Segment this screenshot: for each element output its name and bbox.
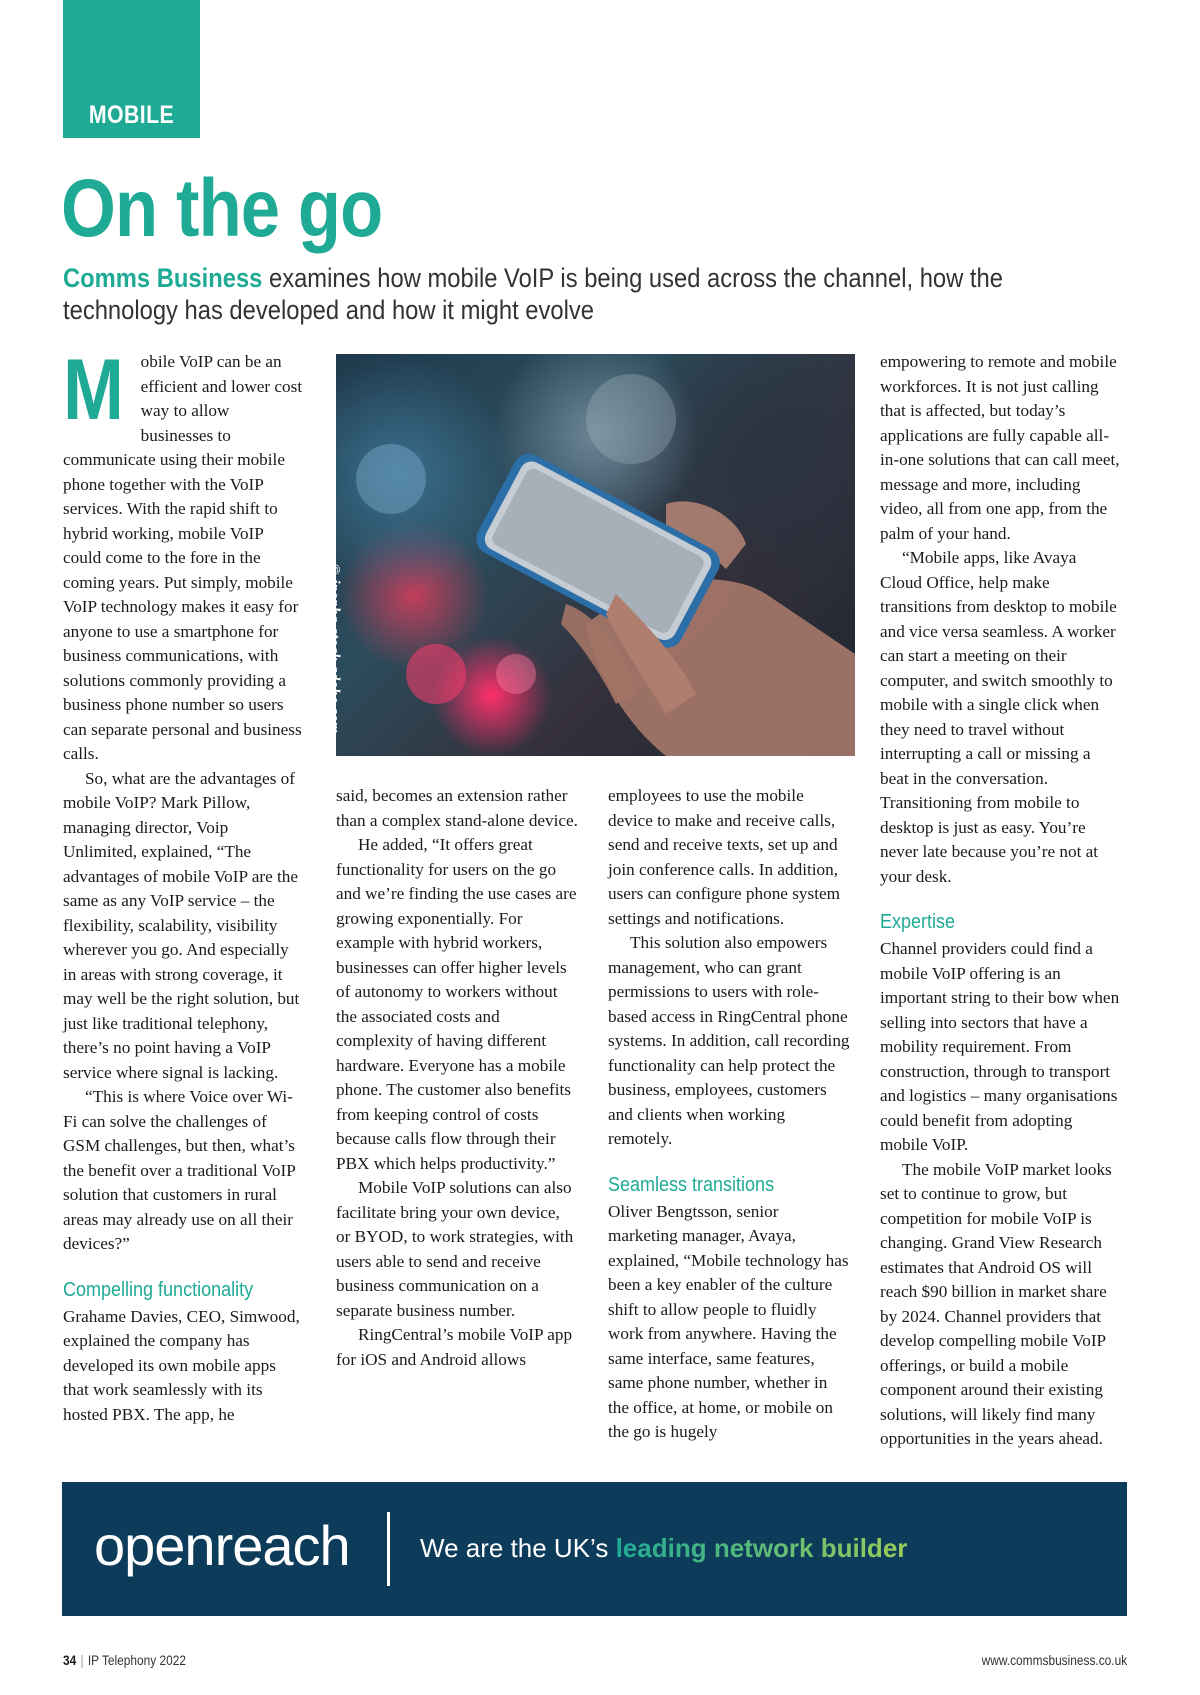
page-number: 34 <box>63 1652 77 1668</box>
section-tab <box>63 0 200 138</box>
paragraph <box>63 342 305 767</box>
section-label: MOBILE <box>88 101 175 129</box>
paragraph: Oliver Bengtsson, senior marketing manager, Avaya, explained, “Mobile technology has been a key enabler of the culture shift to allow people to fluidly work from anywhere. Having the same interface, same features, same phone number, whether in the office, at home, or mobile on the go is hugely <box>608 1201 849 1441</box>
standfirst-brand: Comms Business <box>63 263 263 293</box>
standfirst-text: examines how mobile VoIP is being used across the channel, how the technology has developed and how it might evolve <box>63 263 1003 325</box>
article-photo <box>326 354 855 756</box>
drop-cap: M <box>63 342 124 438</box>
publication-name: IP Telephony 2022 <box>87 1652 186 1668</box>
article-column-3 <box>608 784 850 1445</box>
article-column-4 <box>880 350 1122 1452</box>
hand-holding-phone-illustration <box>336 354 855 756</box>
footer-page-info <box>63 1652 186 1668</box>
paragraph: “This is where Voice over Wi-Fi can solve the challenges of GSM challenges, but then, what’s the benefit over a traditional VoIP solution that customers in rural areas may already use on all their devices?” <box>63 1087 296 1253</box>
paragraph: The mobile VoIP market looks set to continue to grow, but competition for mobile VoIP is changing. Grand View Research estimates that Android OS will reach $90 billion in market share by 2024. Channel providers that develop compelling mobile VoIP offerings, or build a mobile component around their existing solutions, will likely find many opportunities in the years ahead. <box>880 1159 1112 1448</box>
paragraph: said, becomes an extension rather than a complex stand-alone device. <box>336 786 578 830</box>
paragraph: He added, “It offers great functionality for users on the go and we’re finding the use cases are growing exponentially. For example with hybrid workers, businesses can offer higher levels of autonomy to workers without the associated costs and complexity of having different hardware. Everyone has a mobile phone. The customer also benefits from keeping control of costs because calls flow through their PBX which helps productivity.” <box>336 835 577 1173</box>
advert-logo: openreach <box>94 1514 350 1577</box>
paragraph: So, what are the advantages of mobile VoIP? Mark Pillow, managing director, Voip Unlimited, explained, “The advantages of mobile VoIP are the same as any VoIP service – the flexibility, scalability, visibility wherever you go. And especially in areas with strong coverage, it may well be the right solution, but just like traditional telephony, there’s no point having a VoIP service where signal is lacking. <box>63 768 300 1082</box>
advert-tagline-highlight: leading network builder <box>615 1533 908 1563</box>
paragraph: “Mobile apps, like Avaya Cloud Office, help make transitions from desktop to mobile and vice versa seamless. A worker can start a meeting on their computer, and switch smoothly to mobile with a single click when they need to travel without interrupting a call or missing a beat in the conversation. Transitioning from mobile to desktop is just as easy. You’re never late because you’re not at your desk. <box>880 548 1117 886</box>
paragraph: Channel providers could find a mobile VoIP offering is an important string to their bow when selling into sectors that have a mobility requirement. From construction, through to transport and logistics – many organisations could benefit from adopting mobile VoIP. <box>880 939 1120 1154</box>
paragraph-text: obile VoIP can be an efficient and lower cost way to allow businesses to communicate using their mobile phone together with the VoIP services. With the rapid shift to hybrid working, mobile VoIP could come to the fore in the coming years. Put simply, mobile VoIP technology makes it easy for anyone to use a smartphone for business communications, with solutions commonly providing a business phone number so users can separate personal and business calls. <box>63 352 303 763</box>
subheading: Seamless transitions <box>608 1173 775 1196</box>
paragraph: Grahame Davies, CEO, Simwood, explained the company has developed its own mobile apps that work seamlessly with its hosted PBX. The app, he <box>63 1306 300 1424</box>
openreach-advert[interactable] <box>62 1482 1127 1616</box>
paragraph: empowering to remote and mobile workforces. It is not just calling that is affected, but today’s applications are fully capable all-in-one solutions that can call meet, message and more, including video, all from one app, from the palm of your hand. <box>880 352 1120 543</box>
paragraph: This solution also empowers management, who can grant permissions to users with role-based access in RingCentral phone systems. In addition, call recording functionality can help protect the business, employees, customers and clients when working remotely. <box>608 933 850 1148</box>
standfirst <box>63 262 1031 326</box>
advert-divider <box>387 1512 390 1586</box>
footer-separator: | <box>80 1652 84 1668</box>
advert-tagline-start: We are the UK’s <box>420 1533 616 1563</box>
footer-website: www.commsbusiness.co.uk <box>981 1652 1127 1668</box>
subheading: Expertise <box>880 911 956 933</box>
paragraph: RingCentral’s mobile VoIP app for iOS and Android allows <box>336 1325 573 1369</box>
article-column-2 <box>336 784 578 1372</box>
headline: On the go <box>61 163 383 254</box>
article-column-1 <box>63 342 305 1427</box>
paragraph: employees to use the mobile device to make and receive calls, send and receive texts, set up and join conference calls. In addition, users can configure phone system settings and notifications. <box>608 786 840 928</box>
paragraph: Mobile VoIP solutions can also facilitate bring your own device, or BYOD, to work strategies, with users able to send and receive business communication on a separate business number. <box>336 1178 574 1320</box>
photo-credit: © ipopba-stock.adobe.com <box>326 564 342 734</box>
advert-tagline <box>420 1531 907 1565</box>
subheading: Compelling functionality <box>63 1278 254 1301</box>
